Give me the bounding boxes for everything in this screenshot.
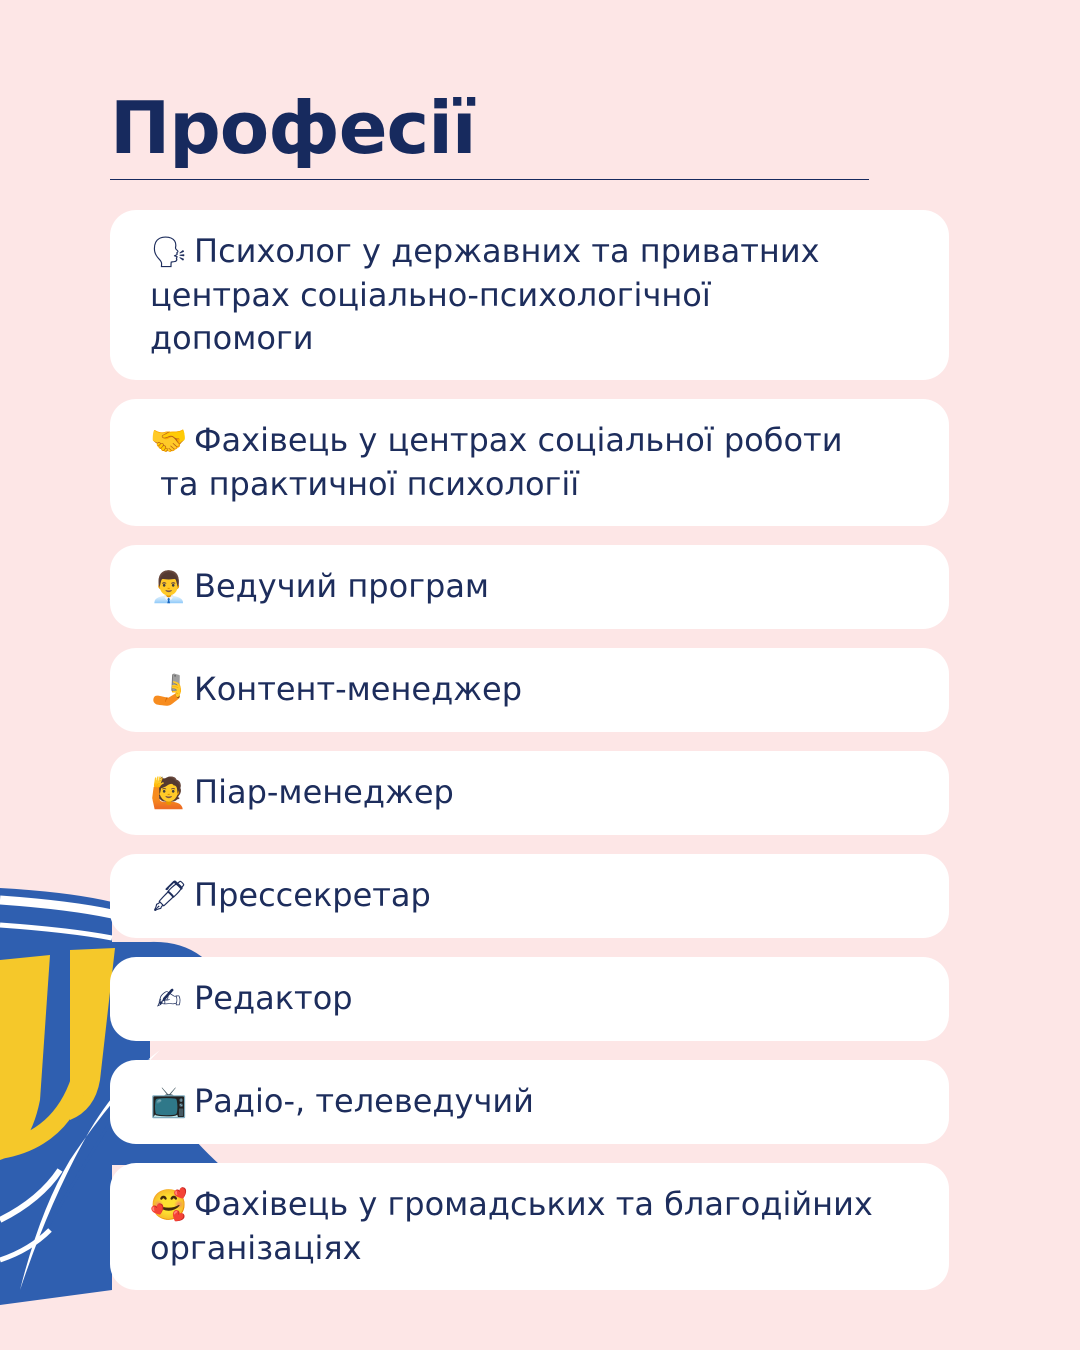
writing-hand-icon: ✍ bbox=[156, 982, 182, 1017]
profession-card-editor bbox=[110, 957, 949, 1041]
profession-label: Піар-менеджер bbox=[194, 773, 454, 811]
profession-label: Радіо-, телеведучий bbox=[194, 1082, 534, 1120]
profession-card-content-manager bbox=[110, 648, 949, 732]
raising-hand-icon: 🙋 bbox=[150, 776, 188, 811]
selfie-icon: 🤳 bbox=[150, 673, 188, 708]
profession-card-program-host bbox=[110, 545, 949, 629]
profession-label: Прессекретар bbox=[194, 876, 431, 914]
profession-card-ngo-specialist bbox=[110, 1163, 949, 1290]
smiling-face-with-hearts-icon: 🥰 bbox=[150, 1188, 188, 1223]
office-worker-icon: 👨‍💼 bbox=[150, 570, 188, 605]
fountain-pen-icon: 🖋 bbox=[150, 879, 189, 914]
profession-card-psychologist bbox=[110, 210, 949, 380]
profession-label: Ведучий програм bbox=[194, 567, 490, 605]
profession-card-pr-manager bbox=[110, 751, 949, 835]
profession-card-press-secretary bbox=[110, 854, 949, 938]
profession-label: Редактор bbox=[194, 979, 353, 1017]
handshake-icon: 🤝 bbox=[150, 424, 188, 459]
profession-card-social-work-specialist bbox=[110, 399, 949, 526]
profession-card-tv-radio-host bbox=[110, 1060, 949, 1144]
profession-label: Фахівець у громадських та благодійних організаціях bbox=[150, 1185, 873, 1267]
profession-label: Фахівець у центрах соціальної роботи та практичної психології bbox=[160, 421, 843, 503]
television-icon: 📺 bbox=[150, 1085, 188, 1120]
title-divider bbox=[110, 179, 869, 180]
speaking-head-icon: 🗣 bbox=[150, 235, 189, 270]
page-title: Професії bbox=[110, 86, 476, 170]
profession-label: Психолог у державних та приватних центрах соціально-психологічної допомоги bbox=[150, 232, 820, 357]
profession-label: Контент-менеджер bbox=[194, 670, 523, 708]
